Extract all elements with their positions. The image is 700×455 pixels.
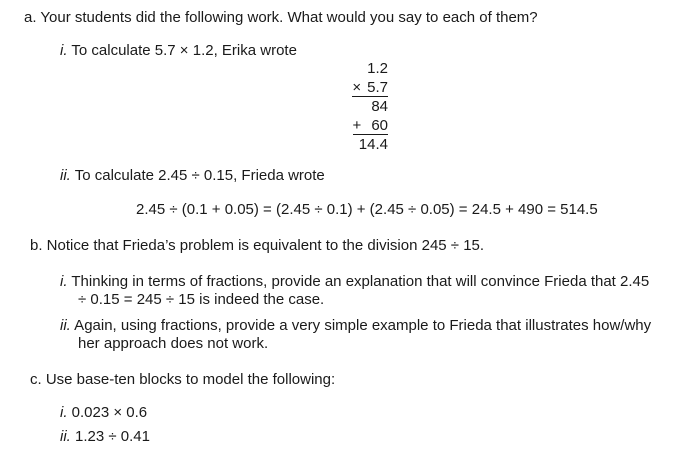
part-b-item-i-line2: ÷ 0.15 = 245 ÷ 15 is indeed the case. [78, 291, 325, 308]
part-c-item-i-numeral: i. [60, 404, 68, 421]
part-b-item-i-line1 [60, 273, 649, 291]
mult-top-number: 1.2 [367, 60, 388, 77]
part-b-item-ii-numeral: ii. [60, 317, 71, 334]
part-c-item-ii [60, 428, 150, 446]
part-b-item-ii-line2: her approach does not work. [78, 335, 269, 352]
part-a-item-i [60, 42, 297, 60]
part-c-item-i-text: 0.023 × 0.6 [67, 404, 148, 421]
plus-sign: + [352, 117, 362, 134]
times-sign: × [352, 79, 362, 96]
part-c-item-ii-text: 1.23 ÷ 0.41 [70, 428, 150, 445]
part-c-heading: c. Use base-ten blocks to model the following: [30, 371, 336, 388]
part-a-item-ii [60, 167, 325, 185]
part-b-item-i-text-1: Thinking in terms of fractions, provide an explanation that will convince Frieda that 2.45 [67, 273, 650, 290]
part-a-item-i-numeral: i. [60, 42, 68, 59]
mult-second-number: 5.7 [367, 79, 388, 96]
part-a-heading: a. Your students did the following work. What would you say to each of them? [24, 9, 538, 26]
part-a-item-ii-text: To calculate 2.45 ÷ 0.15, Frieda wrote [70, 167, 325, 184]
mult-partial-2-row [353, 117, 388, 135]
part-b-item-ii-line1 [60, 317, 651, 335]
part-b-heading: b. Notice that Frieda’s problem is equivalent to the division 245 ÷ 15. [30, 237, 485, 254]
part-b-item-ii-text-1: Again, using fractions, provide a very simple example to Frieda that illustrates how/why [70, 317, 652, 334]
mult-second-row [352, 79, 388, 97]
part-b-item-i-numeral: i. [60, 273, 68, 290]
part-c-item-i [60, 404, 147, 422]
part-c-item-ii-numeral: ii. [60, 428, 71, 445]
mult-result: 14.4 [358, 136, 388, 153]
mult-partial-1: 84 [371, 98, 388, 115]
frieda-equation: 2.45 ÷ (0.1 + 0.05) = (2.45 ÷ 0.1) + (2.45 ÷ 0.05) = 24.5 + 490 = 514.5 [136, 201, 598, 218]
part-a-item-ii-numeral: ii. [60, 167, 71, 184]
mult-partial-2: 60 [371, 117, 388, 134]
part-a-item-i-text: To calculate 5.7 × 1.2, Erika wrote [67, 42, 297, 59]
